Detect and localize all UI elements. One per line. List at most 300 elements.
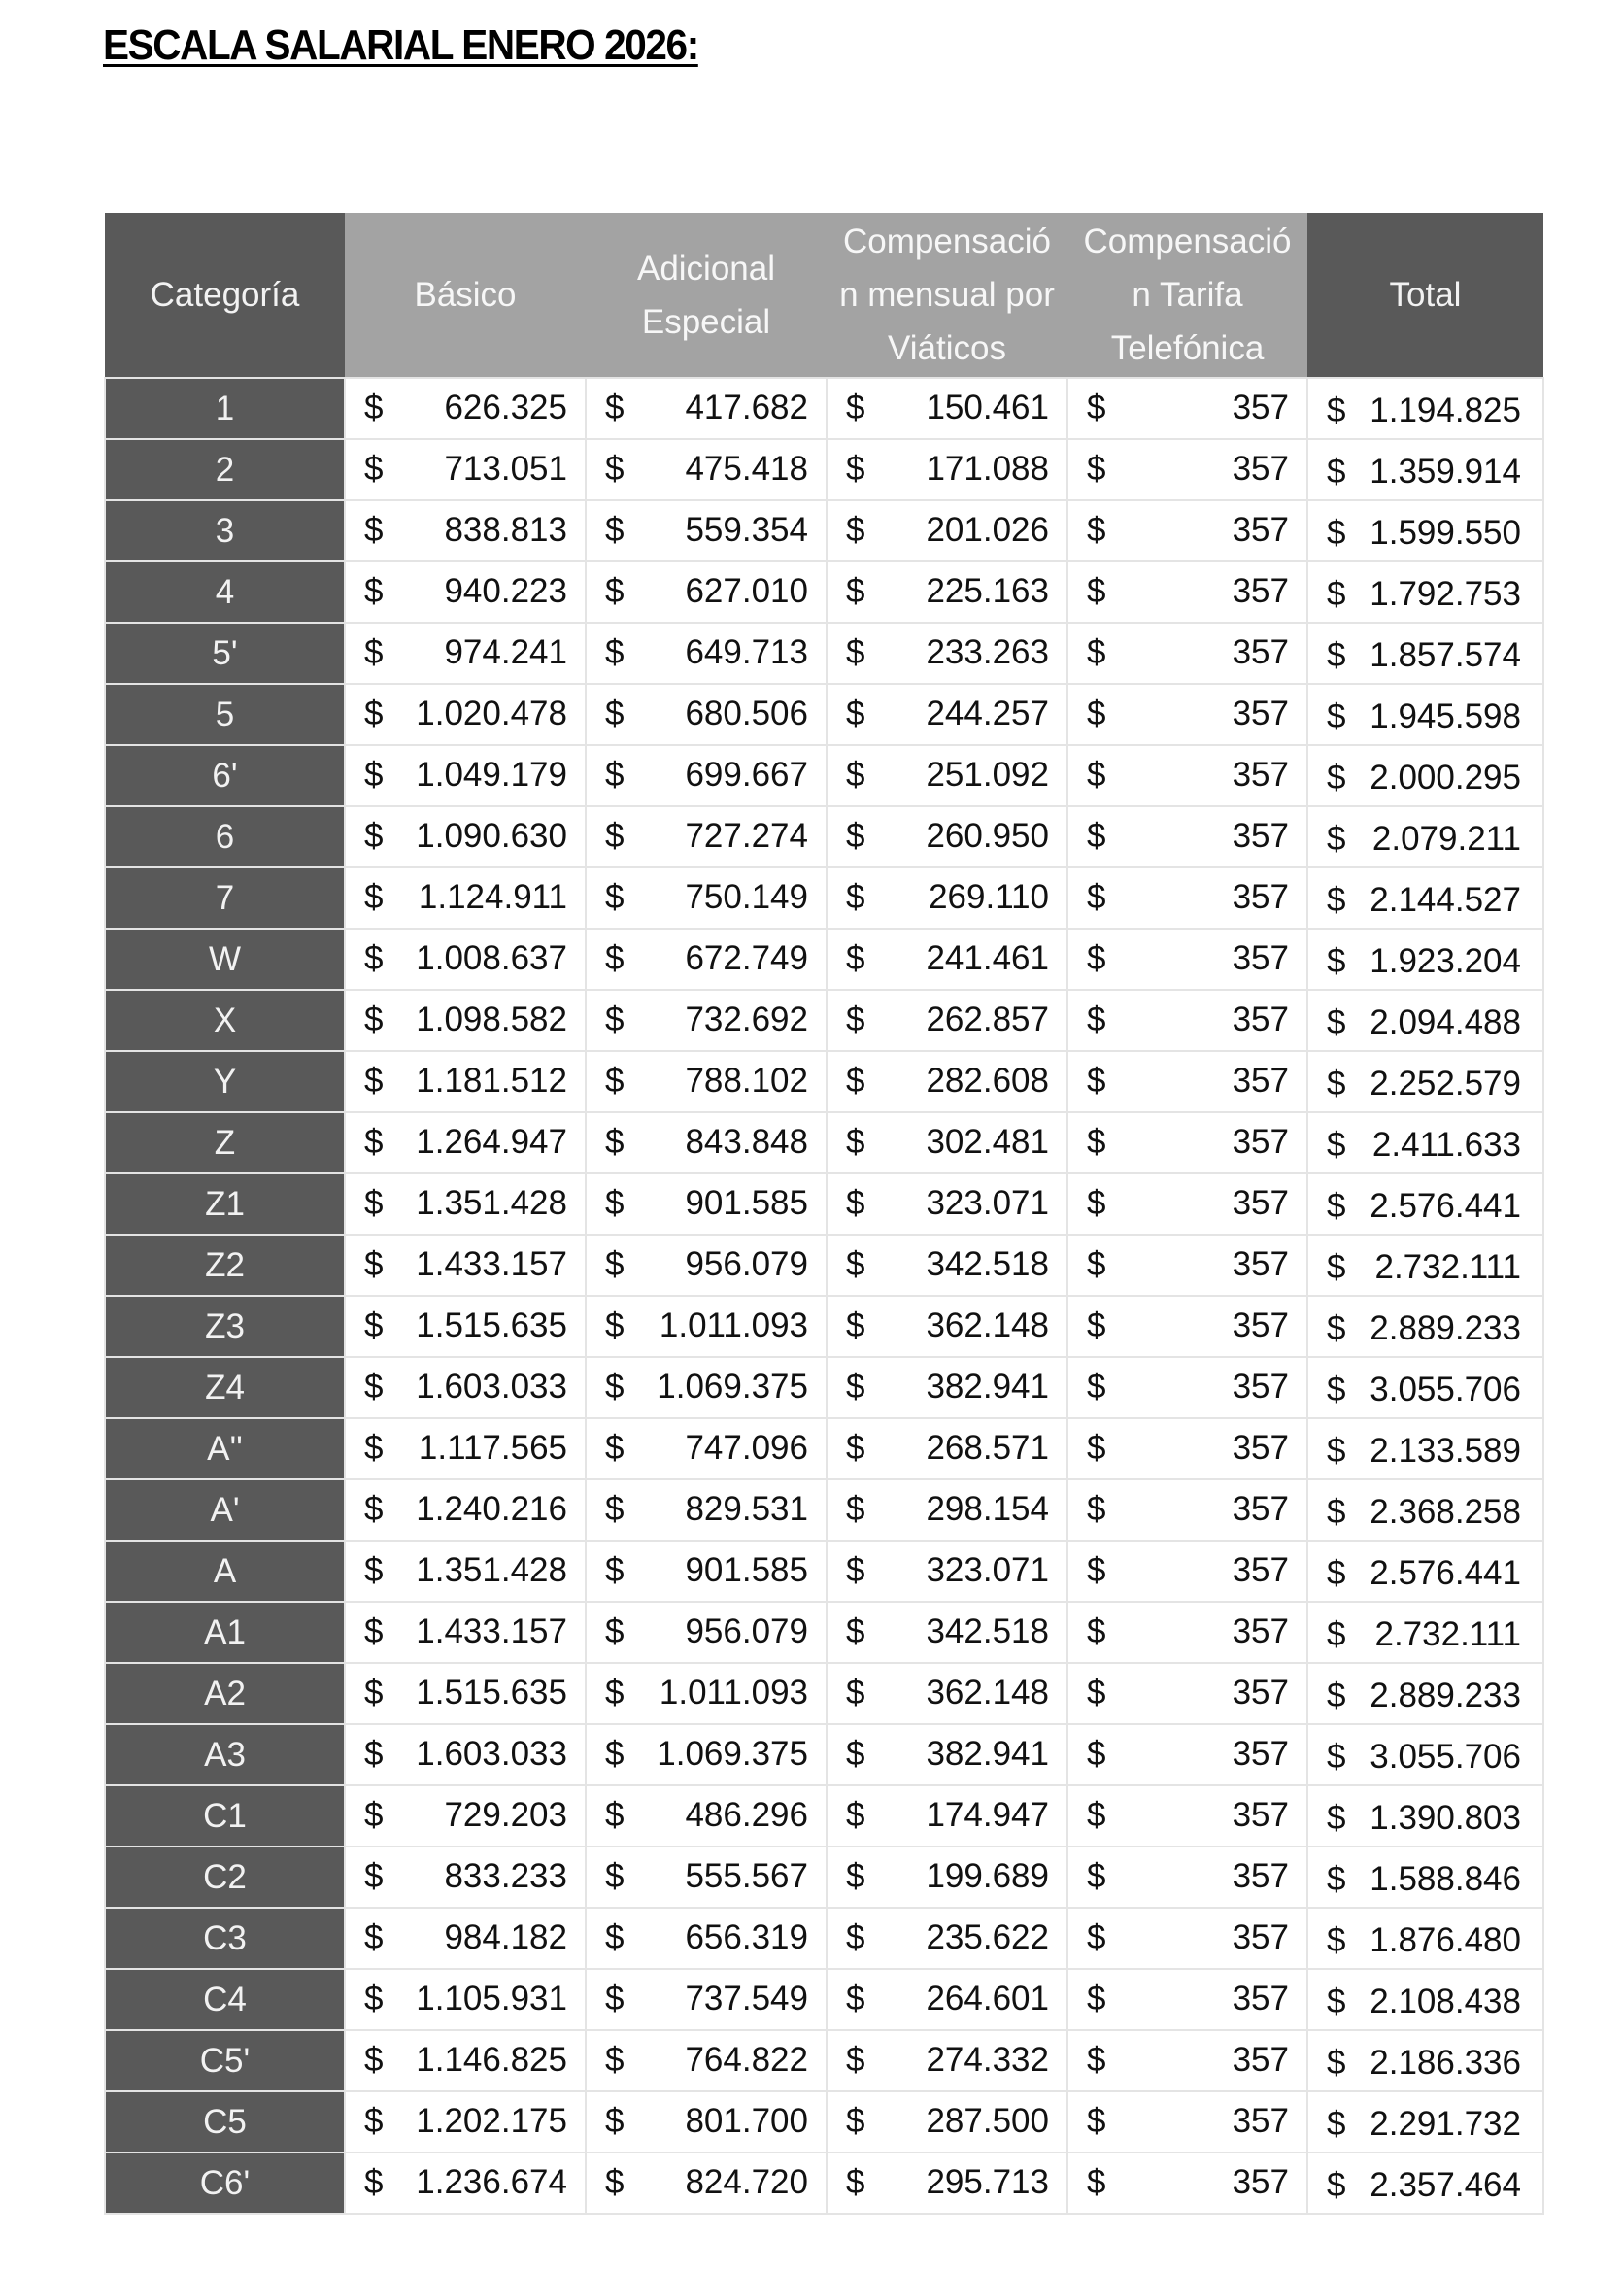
viaticos-amount: 342.518 [926,1611,1049,1650]
header-adicional-line-2: Especial [641,302,771,341]
viaticos-amount: 287.500 [926,2101,1049,2140]
viaticos-cell [827,1296,1067,1357]
adicional-cell [586,2091,827,2152]
adicional-cell [586,684,827,745]
total-amount: 2.000.295 [1370,758,1521,797]
basico-amount: 729.203 [444,1795,567,1834]
currency-symbol: $ [846,1000,865,1038]
tarifa-cell [1067,623,1307,684]
currency-symbol: $ [846,1367,865,1406]
adicional-amount: 1.011.093 [659,1305,808,1344]
adicional-cell [586,990,827,1051]
currency-symbol: $ [846,1795,865,1834]
header-tarifa-telefonica [1067,213,1307,378]
total-cell [1307,1541,1543,1602]
adicional-amount: 788.102 [685,1061,808,1100]
currency-symbol: $ [364,694,384,732]
header-basico-label: Básico [414,276,517,314]
viaticos-cell [827,1908,1067,1969]
viaticos-amount: 274.332 [926,2040,1049,2079]
viaticos-amount: 262.857 [926,1000,1049,1038]
currency-symbol: $ [364,1917,384,1956]
tarifa-cell [1067,1847,1307,1908]
basico-cell [345,1969,586,2030]
currency-symbol: $ [1327,1920,1346,1959]
currency-symbol: $ [846,1489,865,1528]
currency-symbol: $ [1087,1000,1106,1038]
total-cell [1307,1051,1543,1112]
basico-cell [345,1112,586,1173]
basico-amount: 1.351.428 [416,1550,567,1589]
viaticos-amount: 241.461 [926,938,1049,977]
currency-symbol: $ [846,877,865,916]
total-cell [1307,1724,1543,1785]
basico-amount: 1.117.565 [418,1428,567,1467]
currency-symbol: $ [846,2040,865,2079]
total-cell [1307,1296,1543,1357]
total-cell [1307,1847,1543,1908]
currency-symbol: $ [1087,1550,1106,1589]
currency-symbol: $ [1087,1979,1106,2017]
tarifa-amount: 357 [1232,877,1289,916]
adicional-cell [586,1051,827,1112]
adicional-cell [586,1969,827,2030]
currency-symbol: $ [1087,1489,1106,1528]
tarifa-cell [1067,990,1307,1051]
category-cell: A'' [105,1418,345,1479]
adicional-amount: 475.418 [685,449,808,488]
viaticos-amount: 323.071 [926,1183,1049,1222]
viaticos-cell [827,1785,1067,1847]
tarifa-cell [1067,378,1307,439]
adicional-cell [586,806,827,867]
viaticos-cell [827,2091,1067,2152]
basico-amount: 1.008.637 [416,938,567,977]
adicional-cell [586,1296,827,1357]
total-cell [1307,929,1543,990]
viaticos-amount: 225.163 [926,571,1049,610]
total-amount: 1.945.598 [1370,696,1521,735]
tarifa-cell [1067,1724,1307,1785]
adicional-amount: 732.692 [685,1000,808,1038]
total-amount: 2.889.233 [1370,1676,1521,1714]
table-row [105,2152,1543,2214]
basico-amount: 1.351.428 [416,1183,567,1222]
total-amount: 2.133.589 [1370,1431,1521,1470]
header-tarifa-line-3: Telefónica [1110,329,1265,367]
currency-symbol: $ [1327,1002,1346,1041]
currency-symbol: $ [605,1244,625,1283]
tarifa-amount: 357 [1232,1000,1289,1038]
total-amount: 1.194.825 [1370,390,1521,429]
viaticos-amount: 199.689 [926,1856,1049,1895]
total-cell [1307,2152,1543,2214]
viaticos-amount: 295.713 [926,2162,1049,2201]
category-cell: Z1 [105,1173,345,1235]
total-cell [1307,378,1543,439]
currency-symbol: $ [1327,1064,1346,1102]
adicional-cell [586,1235,827,1296]
tarifa-amount: 357 [1232,510,1289,549]
adicional-cell [586,1357,827,1418]
currency-symbol: $ [846,755,865,794]
basico-amount: 1.124.911 [418,877,567,916]
currency-symbol: $ [1327,1982,1346,2020]
currency-symbol: $ [1087,1917,1106,1956]
adicional-cell [586,439,827,500]
basico-cell [345,1296,586,1357]
category-cell: C1 [105,1785,345,1847]
viaticos-amount: 201.026 [926,510,1049,549]
basico-amount: 1.236.674 [416,2162,567,2201]
total-cell [1307,1112,1543,1173]
adicional-amount: 956.079 [685,1611,808,1650]
viaticos-amount: 260.950 [926,816,1049,855]
viaticos-amount: 362.148 [926,1305,1049,1344]
tarifa-amount: 357 [1232,938,1289,977]
tarifa-cell [1067,806,1307,867]
currency-symbol: $ [1327,1370,1346,1408]
tarifa-cell [1067,1969,1307,2030]
tarifa-amount: 357 [1232,1856,1289,1895]
tarifa-amount: 357 [1232,1917,1289,1956]
currency-symbol: $ [605,1000,625,1038]
currency-symbol: $ [364,510,384,549]
tarifa-cell [1067,1541,1307,1602]
total-cell [1307,1357,1543,1418]
basico-amount: 1.433.157 [416,1244,567,1283]
currency-symbol: $ [1327,1431,1346,1470]
table-row [105,2091,1543,2152]
viaticos-cell [827,1969,1067,2030]
tarifa-cell [1067,1602,1307,1663]
basico-amount: 1.146.825 [416,2040,567,2079]
table-row [105,1847,1543,1908]
table-row [105,2030,1543,2091]
tarifa-cell [1067,2091,1307,2152]
tarifa-amount: 357 [1232,1734,1289,1773]
tarifa-amount: 357 [1232,632,1289,671]
tarifa-cell [1067,1479,1307,1541]
adicional-amount: 417.682 [685,388,808,426]
currency-symbol: $ [1087,877,1106,916]
header-viaticos-line-2: n mensual por [839,276,1055,314]
currency-symbol: $ [846,1734,865,1773]
viaticos-amount: 282.608 [926,1061,1049,1100]
viaticos-amount: 382.941 [926,1367,1049,1406]
currency-symbol: $ [364,1305,384,1344]
basico-amount: 626.325 [444,388,567,426]
category-cell: C4 [105,1969,345,2030]
header-viaticos-line-3: Viáticos [888,329,1006,367]
basico-cell [345,561,586,623]
total-amount: 1.588.846 [1370,1859,1521,1898]
tarifa-cell [1067,745,1307,806]
currency-symbol: $ [364,1367,384,1406]
total-amount: 1.359.914 [1370,452,1521,491]
basico-cell [345,1847,586,1908]
table-row [105,1479,1543,1541]
viaticos-cell [827,806,1067,867]
currency-symbol: $ [1327,819,1346,858]
total-amount: 2.889.233 [1370,1308,1521,1347]
adicional-amount: 750.149 [685,877,808,916]
basico-amount: 940.223 [444,571,567,610]
table-row [105,1969,1543,2030]
currency-symbol: $ [1087,1428,1106,1467]
table-row [105,1173,1543,1235]
total-amount: 2.108.438 [1370,1982,1521,2020]
viaticos-cell [827,2152,1067,2214]
currency-symbol: $ [1327,758,1346,797]
viaticos-cell [827,500,1067,561]
table-row [105,1908,1543,1969]
tarifa-amount: 357 [1232,1550,1289,1589]
currency-symbol: $ [605,1795,625,1834]
tarifa-cell [1067,684,1307,745]
viaticos-cell [827,1112,1067,1173]
total-cell [1307,1602,1543,1663]
currency-symbol: $ [1087,1611,1106,1650]
currency-symbol: $ [846,571,865,610]
viaticos-amount: 264.601 [926,1979,1049,2017]
currency-symbol: $ [605,877,625,916]
currency-symbol: $ [1327,574,1346,613]
currency-symbol: $ [364,2101,384,2140]
basico-cell [345,623,586,684]
viaticos-cell [827,745,1067,806]
total-amount: 2.411.633 [1371,1125,1521,1164]
header-total-label: Total [1389,276,1462,314]
basico-cell [345,1479,586,1541]
total-cell [1307,684,1543,745]
currency-symbol: $ [846,694,865,732]
currency-symbol: $ [364,1550,384,1589]
header-adicional-especial [586,213,827,378]
tarifa-cell [1067,1112,1307,1173]
adicional-amount: 764.822 [685,2040,808,2079]
currency-symbol: $ [1087,1673,1106,1712]
tarifa-amount: 357 [1232,1183,1289,1222]
basico-cell [345,378,586,439]
currency-symbol: $ [364,388,384,426]
currency-symbol: $ [1087,2101,1106,2140]
tarifa-amount: 357 [1232,1244,1289,1283]
total-amount: 2.291.732 [1370,2104,1521,2143]
tarifa-cell [1067,1296,1307,1357]
tarifa-cell [1067,561,1307,623]
total-cell [1307,500,1543,561]
currency-symbol: $ [1327,880,1346,919]
adicional-amount: 901.585 [685,1183,808,1222]
page-title: ESCALA SALARIAL ENERO 2026: [103,21,698,69]
total-cell [1307,990,1543,1051]
adicional-cell [586,1724,827,1785]
adicional-cell [586,2152,827,2214]
total-cell [1307,867,1543,929]
tarifa-amount: 357 [1232,755,1289,794]
viaticos-cell [827,684,1067,745]
viaticos-cell [827,1602,1067,1663]
currency-symbol: $ [605,449,625,488]
currency-symbol: $ [1087,816,1106,855]
currency-symbol: $ [605,2162,625,2201]
tarifa-amount: 357 [1232,449,1289,488]
viaticos-amount: 323.071 [926,1550,1049,1589]
basico-cell [345,1235,586,1296]
currency-symbol: $ [1087,1734,1106,1773]
tarifa-amount: 357 [1232,1061,1289,1100]
currency-symbol: $ [846,1856,865,1895]
category-cell: C6' [105,2152,345,2214]
adicional-amount: 627.010 [685,571,808,610]
header-categoria-label: Categoría [150,276,300,314]
viaticos-amount: 171.088 [926,449,1049,488]
viaticos-cell [827,1357,1067,1418]
currency-symbol: $ [364,1611,384,1650]
tarifa-amount: 357 [1232,1795,1289,1834]
adicional-amount: 649.713 [685,632,808,671]
tarifa-cell [1067,1357,1307,1418]
category-cell: 1 [105,378,345,439]
total-amount: 2.252.579 [1370,1064,1521,1102]
total-amount: 2.732.111 [1374,1614,1521,1653]
viaticos-cell [827,439,1067,500]
total-amount: 2.576.441 [1370,1186,1521,1225]
basico-cell [345,990,586,1051]
currency-symbol: $ [364,1489,384,1528]
currency-symbol: $ [1327,1737,1346,1776]
category-cell: A1 [105,1602,345,1663]
total-cell [1307,1479,1543,1541]
total-amount: 1.876.480 [1370,1920,1521,1959]
tarifa-cell [1067,929,1307,990]
adicional-amount: 737.549 [685,1979,808,2017]
currency-symbol: $ [1087,755,1106,794]
category-cell: C5 [105,2091,345,2152]
currency-symbol: $ [605,1489,625,1528]
currency-symbol: $ [605,938,625,977]
tarifa-amount: 357 [1232,2101,1289,2140]
total-cell [1307,806,1543,867]
currency-symbol: $ [605,1979,625,2017]
category-cell: 5' [105,623,345,684]
currency-symbol: $ [846,449,865,488]
total-amount: 2.732.111 [1374,1247,1521,1286]
viaticos-amount: 298.154 [926,1489,1049,1528]
viaticos-amount: 362.148 [926,1673,1049,1712]
currency-symbol: $ [364,1734,384,1773]
basico-amount: 1.603.033 [416,1367,567,1406]
category-cell: Z3 [105,1296,345,1357]
basico-amount: 1.020.478 [416,694,567,732]
total-cell [1307,1173,1543,1235]
tarifa-cell [1067,2030,1307,2091]
tarifa-cell [1067,1235,1307,1296]
viaticos-amount: 342.518 [926,1244,1049,1283]
currency-symbol: $ [364,1673,384,1712]
currency-symbol: $ [1327,1125,1346,1164]
category-cell: 6 [105,806,345,867]
total-amount: 1.599.550 [1370,513,1521,552]
basico-amount: 1.202.175 [416,2101,567,2140]
currency-symbol: $ [1327,2043,1346,2082]
total-amount: 2.186.336 [1370,2043,1521,2082]
currency-symbol: $ [605,1183,625,1222]
currency-symbol: $ [1087,449,1106,488]
basico-amount: 833.233 [444,1856,567,1895]
adicional-cell [586,500,827,561]
viaticos-amount: 251.092 [926,755,1049,794]
currency-symbol: $ [1087,632,1106,671]
currency-symbol: $ [364,2162,384,2201]
category-cell: 7 [105,867,345,929]
currency-symbol: $ [364,2040,384,2079]
currency-symbol: $ [605,1550,625,1589]
currency-symbol: $ [1087,571,1106,610]
basico-amount: 984.182 [444,1917,567,1956]
category-cell: Y [105,1051,345,1112]
salary-scale-table [104,213,1544,2215]
currency-symbol: $ [1327,390,1346,429]
adicional-amount: 829.531 [685,1489,808,1528]
adicional-amount: 956.079 [685,1244,808,1283]
currency-symbol: $ [364,1428,384,1467]
currency-symbol: $ [364,449,384,488]
currency-symbol: $ [364,1244,384,1283]
header-adicional-line-1: Adicional [636,249,776,288]
table-row [105,806,1543,867]
adicional-cell [586,2030,827,2091]
total-cell [1307,1418,1543,1479]
currency-symbol: $ [846,816,865,855]
category-cell: Z [105,1112,345,1173]
currency-symbol: $ [1327,1676,1346,1714]
basico-amount: 713.051 [444,449,567,488]
currency-symbol: $ [364,1856,384,1895]
basico-amount: 1.433.157 [416,1611,567,1650]
currency-symbol: $ [364,1122,384,1161]
adicional-cell [586,1785,827,1847]
currency-symbol: $ [846,632,865,671]
table-row [105,1724,1543,1785]
basico-cell [345,439,586,500]
category-cell: C3 [105,1908,345,1969]
category-cell: 6' [105,745,345,806]
adicional-amount: 747.096 [685,1428,808,1467]
currency-symbol: $ [846,1673,865,1712]
table-body [105,378,1543,2214]
adicional-cell [586,1418,827,1479]
basico-amount: 1.264.947 [416,1122,567,1161]
currency-symbol: $ [846,1061,865,1100]
category-cell: A3 [105,1724,345,1785]
table-row [105,1541,1543,1602]
table-row [105,500,1543,561]
tarifa-amount: 357 [1232,571,1289,610]
table-row [105,1663,1543,1724]
tarifa-amount: 357 [1232,1489,1289,1528]
adicional-amount: 486.296 [685,1795,808,1834]
category-cell: A2 [105,1663,345,1724]
currency-symbol: $ [846,1917,865,1956]
total-cell [1307,2030,1543,2091]
viaticos-cell [827,1235,1067,1296]
currency-symbol: $ [605,1734,625,1773]
table-row [105,1785,1543,1847]
table-row [105,929,1543,990]
currency-symbol: $ [1087,1183,1106,1222]
